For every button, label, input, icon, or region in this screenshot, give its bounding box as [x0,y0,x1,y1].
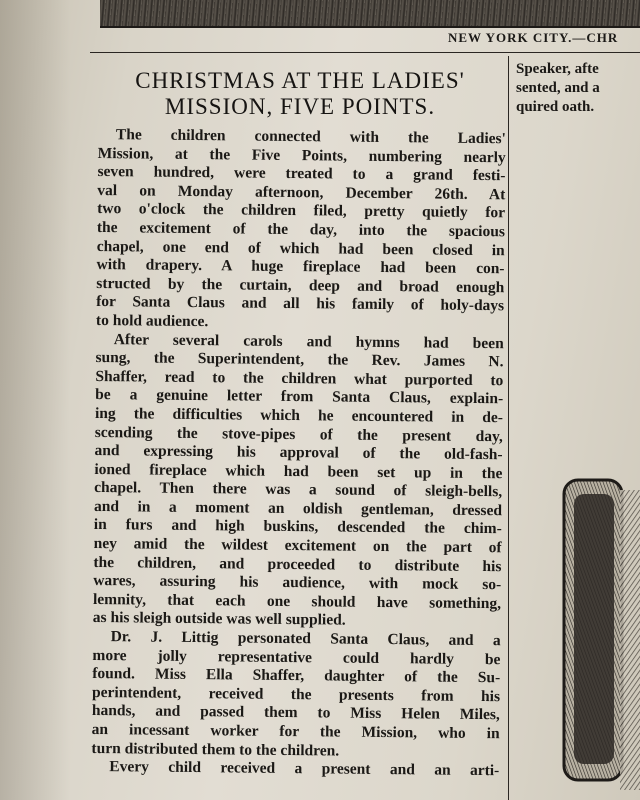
article-line: to hold audience. [95,311,209,331]
article-line: perintendent, received the presents from his [91,683,501,706]
article-line: ioned fireplace which had been set up in the [94,460,503,482]
article-line: as his sleigh outside was well supplied. [92,609,346,630]
article-line: ney amid the wildest excitement on the part of [93,535,502,557]
article-line: The children connected with the Ladies' [115,126,506,148]
article-line: structed by the curtain, deep and broad enough [96,274,505,297]
article-line: val on Monday afternoon, December 26th. At [97,181,506,204]
article-line: Every child received a present and an arti- [109,758,500,780]
adjacent-line: Speaker, afte [516,61,599,77]
article-line: hands, and passed them to Miss Helen Miles, [91,702,500,724]
article-line: scending the stove-pipes of the present day, [94,423,503,445]
masthead-rule [90,52,640,53]
article-body [91,126,506,781]
headline-line-2: MISSION, FIVE POINTS. [164,94,436,119]
article-line: wares, assuring his audience, with mock so- [93,572,502,594]
column-rule [508,56,509,800]
article-line: Shaffer, read to the children what purported to [95,367,504,389]
article-line: chapel, one end of which had been closed in [96,237,505,259]
article-line: with drapery. A huge fireplace had been con- [96,256,505,278]
article-line: for Santa Claus and all his family of holy-days [96,293,505,315]
article-headline [96,68,504,120]
article-line: and in a moment an oldish gentleman, dressed [93,497,503,520]
article-line: the children, and proceeded to distribute his [93,553,502,575]
article-line: an incessant worker for the Mission, who in [91,720,500,743]
article-line: and expressing his approval of the old-fash- [94,442,503,464]
top-engraving-illustration [100,0,640,28]
article-line: the excitement of the day, into the spacious [96,218,506,241]
article-line: chapel. Then there was a sound of sleigh-bells, [94,479,503,501]
article-line: ing the difficulties which he encountered in de- [94,404,504,427]
adjacent-line: sented, and a [516,80,600,96]
article-line: After several carols and hymns had been [113,330,504,352]
headline-line-1: CHRISTMAS AT THE LADIES' [135,68,465,93]
article-line: two o'clock the children filed, pretty quietly for [97,200,506,222]
article-line: turn distributed them to the children. [91,739,340,760]
article-line: found. Miss Ella Shaffer, daughter of the Su- [92,665,501,687]
article-line: more jolly representative could hardly be [92,646,501,668]
article-line: be a genuine letter from Santa Claus, explain- [95,386,504,408]
article-line: seven hundred, were treated to a grand festi- [97,163,506,185]
article-line: in furs and high buskins, descended the chim- [93,516,502,538]
adjacent-line: quired oath. [516,99,595,115]
adjacent-column [516,60,640,117]
page-masthead: NEW YORK CITY.—CHR [448,30,619,45]
article-line: Dr. J. Littig personated Santa Claus, and a [110,628,501,650]
article-line: lemnity, that each one should have something, [92,590,502,613]
article-line: sung, the Superintendent, the Rev. James N. [95,349,504,371]
engraving-illustration [560,470,640,790]
page-shadow [0,0,70,800]
article-line: Mission, at the Five Points, numbering nearly [97,144,506,166]
